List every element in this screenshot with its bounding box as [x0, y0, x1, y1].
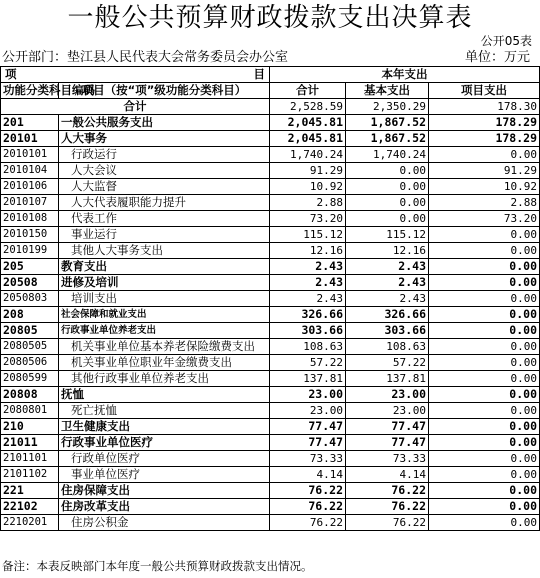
total-label: 合计 — [1, 99, 270, 115]
row-code: 2210201 — [1, 515, 59, 531]
row-basic: 303.66 — [346, 323, 429, 339]
header-total: 合计 — [270, 83, 346, 99]
page-title: 一般公共预算财政拨款支出决算表 — [67, 3, 473, 33]
row-total: 2.43 — [270, 259, 346, 275]
row-total: 77.47 — [270, 435, 346, 451]
row-project: 0.00 — [429, 467, 540, 483]
row-basic: 23.00 — [346, 403, 429, 419]
row-basic: 77.47 — [346, 419, 429, 435]
row-name: 抚恤 — [59, 387, 270, 403]
row-total: 73.20 — [270, 211, 346, 227]
row-total: 76.22 — [270, 515, 346, 531]
table-row — [1, 259, 540, 275]
table-row — [1, 115, 540, 131]
table-row — [1, 243, 540, 259]
table-row — [1, 323, 540, 339]
row-basic: 115.12 — [346, 227, 429, 243]
row-name: 社会保障和就业支出 — [59, 307, 270, 323]
table-row — [1, 307, 540, 323]
header-basic: 基本支出 — [346, 83, 429, 99]
row-project: 0.00 — [429, 291, 540, 307]
row-total: 4.14 — [270, 467, 346, 483]
table-row — [1, 435, 540, 451]
table-row — [1, 403, 540, 419]
row-name: 行政运行 — [59, 147, 270, 163]
row-name: 其他行政事业单位养老支出 — [59, 371, 270, 387]
row-project: 0.00 — [429, 403, 540, 419]
row-total: 303.66 — [270, 323, 346, 339]
row-code: 2010199 — [1, 243, 59, 259]
header-current-year: 本年支出 — [270, 67, 540, 83]
row-project: 0.00 — [429, 339, 540, 355]
total-row — [1, 99, 540, 115]
table-row — [1, 179, 540, 195]
table-row — [1, 339, 540, 355]
row-total: 326.66 — [270, 307, 346, 323]
row-code: 2010108 — [1, 211, 59, 227]
row-basic: 2.43 — [346, 259, 429, 275]
row-project: 178.29 — [429, 131, 540, 147]
row-project: 0.00 — [429, 307, 540, 323]
row-project: 0.00 — [429, 355, 540, 371]
row-basic: 2.43 — [346, 291, 429, 307]
row-project: 0.00 — [429, 435, 540, 451]
row-name: 机关事业单位职业年金缴费支出 — [59, 355, 270, 371]
row-code: 208 — [1, 307, 59, 323]
row-basic: 0.00 — [346, 211, 429, 227]
row-total: 2.43 — [270, 291, 346, 307]
row-code: 221 — [1, 483, 59, 499]
row-project: 0.00 — [429, 275, 540, 291]
row-code: 2080505 — [1, 339, 59, 355]
total-project: 178.30 — [429, 99, 540, 115]
row-name: 事业单位医疗 — [59, 467, 270, 483]
row-total: 115.12 — [270, 227, 346, 243]
header-name: 项目（按“项”级功能分类科目） — [59, 83, 270, 99]
row-basic: 12.16 — [346, 243, 429, 259]
row-code: 22102 — [1, 499, 59, 515]
row-project: 0.00 — [429, 259, 540, 275]
header-row-columns — [1, 83, 540, 99]
row-basic: 23.00 — [346, 387, 429, 403]
table-row — [1, 371, 540, 387]
total-amount: 2,528.59 — [270, 99, 346, 115]
row-total: 2,045.81 — [270, 131, 346, 147]
row-project: 2.88 — [429, 195, 540, 211]
row-name: 代表工作 — [59, 211, 270, 227]
row-total: 76.22 — [270, 483, 346, 499]
row-name: 死亡抚恤 — [59, 403, 270, 419]
row-name: 其他人大事务支出 — [59, 243, 270, 259]
row-name: 住房公积金 — [59, 515, 270, 531]
table-row — [1, 227, 540, 243]
table-row — [1, 419, 540, 435]
row-name: 人大事务 — [59, 131, 270, 147]
row-total: 23.00 — [270, 403, 346, 419]
row-basic: 2.43 — [346, 275, 429, 291]
row-project: 0.00 — [429, 483, 540, 499]
row-code: 201 — [1, 115, 59, 131]
unit-label: 单位：万元 — [464, 50, 530, 65]
row-basic: 76.22 — [346, 483, 429, 499]
total-basic: 2,350.29 — [346, 99, 429, 115]
table-row — [1, 131, 540, 147]
row-name: 一般公共服务支出 — [59, 115, 270, 131]
header-item-label: 项 — [5, 67, 17, 81]
row-code: 2080506 — [1, 355, 59, 371]
row-code: 21011 — [1, 435, 59, 451]
row-code: 210 — [1, 419, 59, 435]
row-project: 0.00 — [429, 515, 540, 531]
row-basic: 1,740.24 — [346, 147, 429, 163]
row-basic: 137.81 — [346, 371, 429, 387]
table-row — [1, 451, 540, 467]
row-total: 2,045.81 — [270, 115, 346, 131]
table-row — [1, 163, 540, 179]
row-project: 0.00 — [429, 371, 540, 387]
row-basic: 73.33 — [346, 451, 429, 467]
table-row — [1, 387, 540, 403]
row-total: 2.88 — [270, 195, 346, 211]
table-row — [1, 195, 540, 211]
table-row — [1, 467, 540, 483]
row-total: 10.92 — [270, 179, 346, 195]
row-total: 91.29 — [270, 163, 346, 179]
row-code: 2010106 — [1, 179, 59, 195]
table-row — [1, 499, 540, 515]
row-name: 行政事业单位养老支出 — [59, 323, 270, 339]
row-code: 205 — [1, 259, 59, 275]
row-project: 0.00 — [429, 323, 540, 339]
table-row — [1, 275, 540, 291]
row-total: 137.81 — [270, 371, 346, 387]
header-row-top — [1, 67, 540, 83]
table-row — [1, 211, 540, 227]
row-project: 0.00 — [429, 243, 540, 259]
row-project: 0.00 — [429, 499, 540, 515]
row-code: 2101102 — [1, 467, 59, 483]
row-basic: 0.00 — [346, 195, 429, 211]
row-total: 108.63 — [270, 339, 346, 355]
row-project: 10.92 — [429, 179, 540, 195]
row-name: 人大监督 — [59, 179, 270, 195]
row-name: 培训支出 — [59, 291, 270, 307]
row-total: 57.22 — [270, 355, 346, 371]
row-code: 20805 — [1, 323, 59, 339]
department-label: 公开部门：垫江县人民代表大会常务委员会办公室 — [2, 50, 289, 65]
row-total: 76.22 — [270, 499, 346, 515]
row-code: 2101101 — [1, 451, 59, 467]
row-name: 行政单位医疗 — [59, 451, 270, 467]
table-row — [1, 515, 540, 531]
header-code: 功能分类科目编码 — [1, 83, 59, 99]
row-project: 0.00 — [429, 387, 540, 403]
row-basic: 76.22 — [346, 515, 429, 531]
row-total: 1,740.24 — [270, 147, 346, 163]
row-total: 23.00 — [270, 387, 346, 403]
row-project: 0.00 — [429, 419, 540, 435]
row-code: 2010101 — [1, 147, 59, 163]
header-project: 项目支出 — [429, 83, 540, 99]
row-code: 2080599 — [1, 371, 59, 387]
table-row — [1, 147, 540, 163]
table-row — [1, 355, 540, 371]
row-code: 20101 — [1, 131, 59, 147]
row-code: 2080801 — [1, 403, 59, 419]
row-total: 73.33 — [270, 451, 346, 467]
row-code: 20508 — [1, 275, 59, 291]
row-code: 2010104 — [1, 163, 59, 179]
row-basic: 4.14 — [346, 467, 429, 483]
row-project: 0.00 — [429, 451, 540, 467]
row-code: 2050803 — [1, 291, 59, 307]
row-basic: 76.22 — [346, 499, 429, 515]
row-name: 人大代表履职能力提升 — [59, 195, 270, 211]
row-basic: 57.22 — [346, 355, 429, 371]
row-project: 73.20 — [429, 211, 540, 227]
row-name: 卫生健康支出 — [59, 419, 270, 435]
row-name: 住房改革支出 — [59, 499, 270, 515]
row-basic: 77.47 — [346, 435, 429, 451]
row-project: 91.29 — [429, 163, 540, 179]
row-project: 178.29 — [429, 115, 540, 131]
header-item-suffix: 目 — [253, 67, 265, 81]
row-total: 12.16 — [270, 243, 346, 259]
row-name: 机关事业单位基本养老保险缴费支出 — [59, 339, 270, 355]
row-basic: 0.00 — [346, 179, 429, 195]
row-name: 行政事业单位医疗 — [59, 435, 270, 451]
row-code: 20808 — [1, 387, 59, 403]
row-name: 人大会议 — [59, 163, 270, 179]
row-basic: 326.66 — [346, 307, 429, 323]
row-total: 77.47 — [270, 419, 346, 435]
row-name: 事业运行 — [59, 227, 270, 243]
row-name: 教育支出 — [59, 259, 270, 275]
table-row — [1, 483, 540, 499]
row-total: 2.43 — [270, 275, 346, 291]
row-basic: 108.63 — [346, 339, 429, 355]
footnote: 备注：本表反映部门本年度一般公共预算财政拨款支出情况。 — [2, 559, 313, 573]
row-name: 进修及培训 — [59, 275, 270, 291]
row-code: 2010150 — [1, 227, 59, 243]
expenditure-table — [0, 66, 540, 531]
table-row — [1, 291, 540, 307]
row-project: 0.00 — [429, 147, 540, 163]
row-name: 住房保障支出 — [59, 483, 270, 499]
form-number: 公开05表 — [480, 34, 532, 48]
row-basic: 1,867.52 — [346, 115, 429, 131]
row-basic: 0.00 — [346, 163, 429, 179]
row-project: 0.00 — [429, 227, 540, 243]
row-code: 2010107 — [1, 195, 59, 211]
header-item-cell — [1, 67, 270, 83]
row-basic: 1,867.52 — [346, 131, 429, 147]
